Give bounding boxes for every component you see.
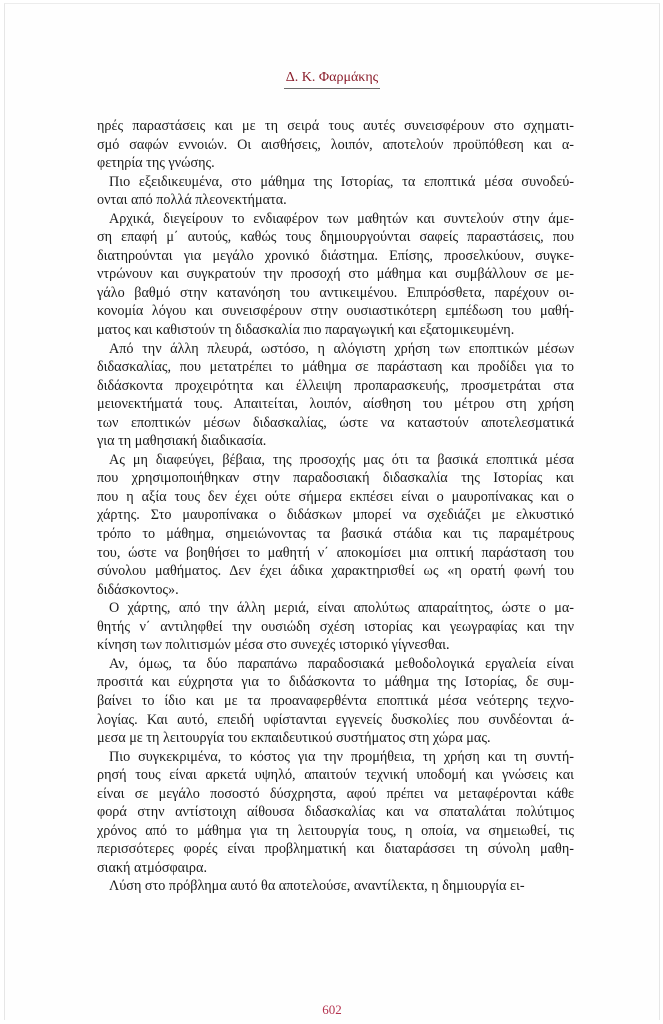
paragraph <box>97 451 574 599</box>
document-page <box>4 3 660 1020</box>
text-line: προσιτά και εύχρηστα για το διδάσκοντα το μάθημα της Ιστορίας, δε συμ- <box>97 674 574 691</box>
paragraph <box>97 117 574 173</box>
text-line: ματος και καθιστούν τη διδασκαλία πιο παραγωγική και εξατομικευμένη. <box>97 322 515 339</box>
author-name: Δ. Κ. Φαρμάκης <box>284 70 380 89</box>
text-line: κονομία λόγου και συνεισφέρουν στην ουσιαστικότερη εμπέδωση του μαθή- <box>97 303 574 320</box>
text-line: ντρώνουν και συγκρατούν την προσοχή στο μάθημα και συμβάλλουν σε με- <box>97 266 574 283</box>
text-line: για τη μαθησιακή διαδικασία. <box>97 433 267 450</box>
text-line: θητής ν΄ αντιληφθεί την ουσιώδη σχέση ιστορίας και γεωγραφίας και την <box>97 618 574 635</box>
text-line: λογίας. Και αυτό, επειδή υφίστανται εγγενείς δυσκολίες που συνδέονται ά- <box>97 711 574 728</box>
text-line: που η αξία τους δεν έχει ούτε σήμερα εκπέσει είναι ο μαυροπίνακας και ο <box>97 488 574 505</box>
text-line: σύνολου μαθήματος. Δεν έχει άδικα χαρακτηρισθεί ως «η ορατή φωνή του <box>97 563 574 580</box>
running-head <box>5 70 659 89</box>
paragraph <box>97 173 574 210</box>
paragraph <box>97 748 574 878</box>
text-line: διδασκαλίας, που μετατρέπει το μάθημα σε παράσταση και προδίδει για το <box>97 359 574 376</box>
text-line: είναι σε μεγάλο ποσοστό δύσχρηστα, αφού πρέπει να μεταφέρονται κάθε <box>97 785 574 802</box>
text-line: Λύση στο πρόβλημα αυτό θα αποτελούσε, αναντίλεκτα, η δημιουργία ει- <box>109 878 525 895</box>
text-line: του, ώστε να βοηθήσει το μαθητή ν΄ αποκομίσει μια οπτική παράσταση του <box>97 544 574 561</box>
text-line: ηρές παραστάσεις και με τη σειρά τους αυτές συνεισφέρουν στο σχηματι- <box>97 118 574 134</box>
text-line: ονται από πολλά πλεονεκτήματα. <box>97 192 287 209</box>
text-line: τρόπο το μάθημα, σημειώνοντας τα βασικά στάδια και τις παραμέτρους <box>97 526 574 543</box>
text-line: Ας μη διαφεύγει, βέβαια, της προσοχής μας ότι τα βασικά εποπτικά μέσα <box>109 451 574 468</box>
text-line: σμό σαφών εννοιών. Οι αισθήσεις, λοιπόν, αποτελούν προϋπόθεση και α- <box>97 136 574 153</box>
text-line: Ο χάρτης, από την άλλη μεριά, είναι απολύτως απαραίτητος, ώστε ο μα- <box>109 600 574 617</box>
text-line: διδάσκοντος». <box>97 581 179 598</box>
paragraph <box>97 877 574 896</box>
text-line: γάλο βαθμό στην κατανόηση του αντικειμένου. Επιπρόσθετα, παρέχουν οι- <box>97 284 574 301</box>
text-line: διδάσκοντα προχειρότητα και έλλειψη προπαρασκευής, προσμετράται στα <box>97 377 574 394</box>
paragraph <box>97 599 574 655</box>
text-line: Πιο συγκεκριμένα, το κόστος για την προμήθεια, τη χρήση και τη συντή- <box>109 748 574 765</box>
text-line: ση επαφή μ΄ αυτούς, καθώς τους δημιουργούνται σαφείς παραστάσεις, που <box>97 229 574 246</box>
body-text <box>97 117 574 896</box>
text-line: κίνηση των πολιτισμών μέσα στο συνεχές ιστορικό γίγνεσθαι. <box>97 637 450 654</box>
text-line: των εποπτικών μέσων διδασκαλίας, ώστε να καταστούν αποτελεσματικά <box>97 414 574 431</box>
text-line: που χρησιμοποιήθηκαν στην παραδοσιακή διδασκαλία της Ιστορίας και <box>97 470 574 487</box>
text-line: φορά στην αντίστοιχη αίθουσα διδασκαλίας και να σπαταλάται πολύτιμος <box>97 804 574 821</box>
paragraph <box>97 340 574 451</box>
text-line: Από την άλλη πλευρά, ωστόσο, η αλόγιστη χρήση των εποπτικών μέσων <box>109 340 574 357</box>
text-line: Αρχικά, διεγείρουν το ενδιαφέρον των μαθητών και συντελούν στην άμε- <box>109 210 574 227</box>
paragraph <box>97 655 574 748</box>
text-line: βαίνει το ίδιο και με τα προαναφερθέντα εποπτικά μέσα νεότερης τεχνο- <box>97 692 574 709</box>
text-line: χρόνος από το μάθημα για τη λειτουργία τους, η οποία, να σημειωθεί, τις <box>97 822 574 839</box>
text-line: σιακή ατμόσφαιρα. <box>97 859 207 876</box>
text-line: φετηρία της γνώσης. <box>97 155 215 172</box>
text-line: διατηρούνται για μεγάλο χρονικό διάστημα. Επίσης, προσελκύουν, συγκε- <box>97 247 574 264</box>
text-line: Πιο εξειδικευμένα, στο μάθημα της Ιστορίας, τα εποπτικά μέσα συνοδεύ- <box>109 173 574 190</box>
text-line: χάρτης. Στο μαυροπίνακα ο διδάσκων μπορεί να σχεδιάζει με ελκυστικό <box>97 507 574 524</box>
text-line: Αν, όμως, τα δύο παραπάνω παραδοσιακά μεθοδολογικά εργαλεία είναι <box>109 655 574 672</box>
paragraph <box>97 210 574 340</box>
text-line: περισσότερες φορές είναι προβληματική και διαταράσσει τη σύνολη μαθη- <box>97 841 574 858</box>
page-number: 602 <box>322 1002 342 1017</box>
text-line: μειονεκτήματά τους. Απαιτείται, λοιπόν, αίσθηση του μέτρου στη χρήση <box>97 396 574 413</box>
text-line: ρησή τους είναι αρκετά υψηλό, απαιτούν τεχνική υποδομή και γνώσεις και <box>97 767 574 784</box>
text-line: μεσα με τη λειτουργία του εκπαιδευτικού συστήματος στη χώρα μας. <box>97 730 491 747</box>
